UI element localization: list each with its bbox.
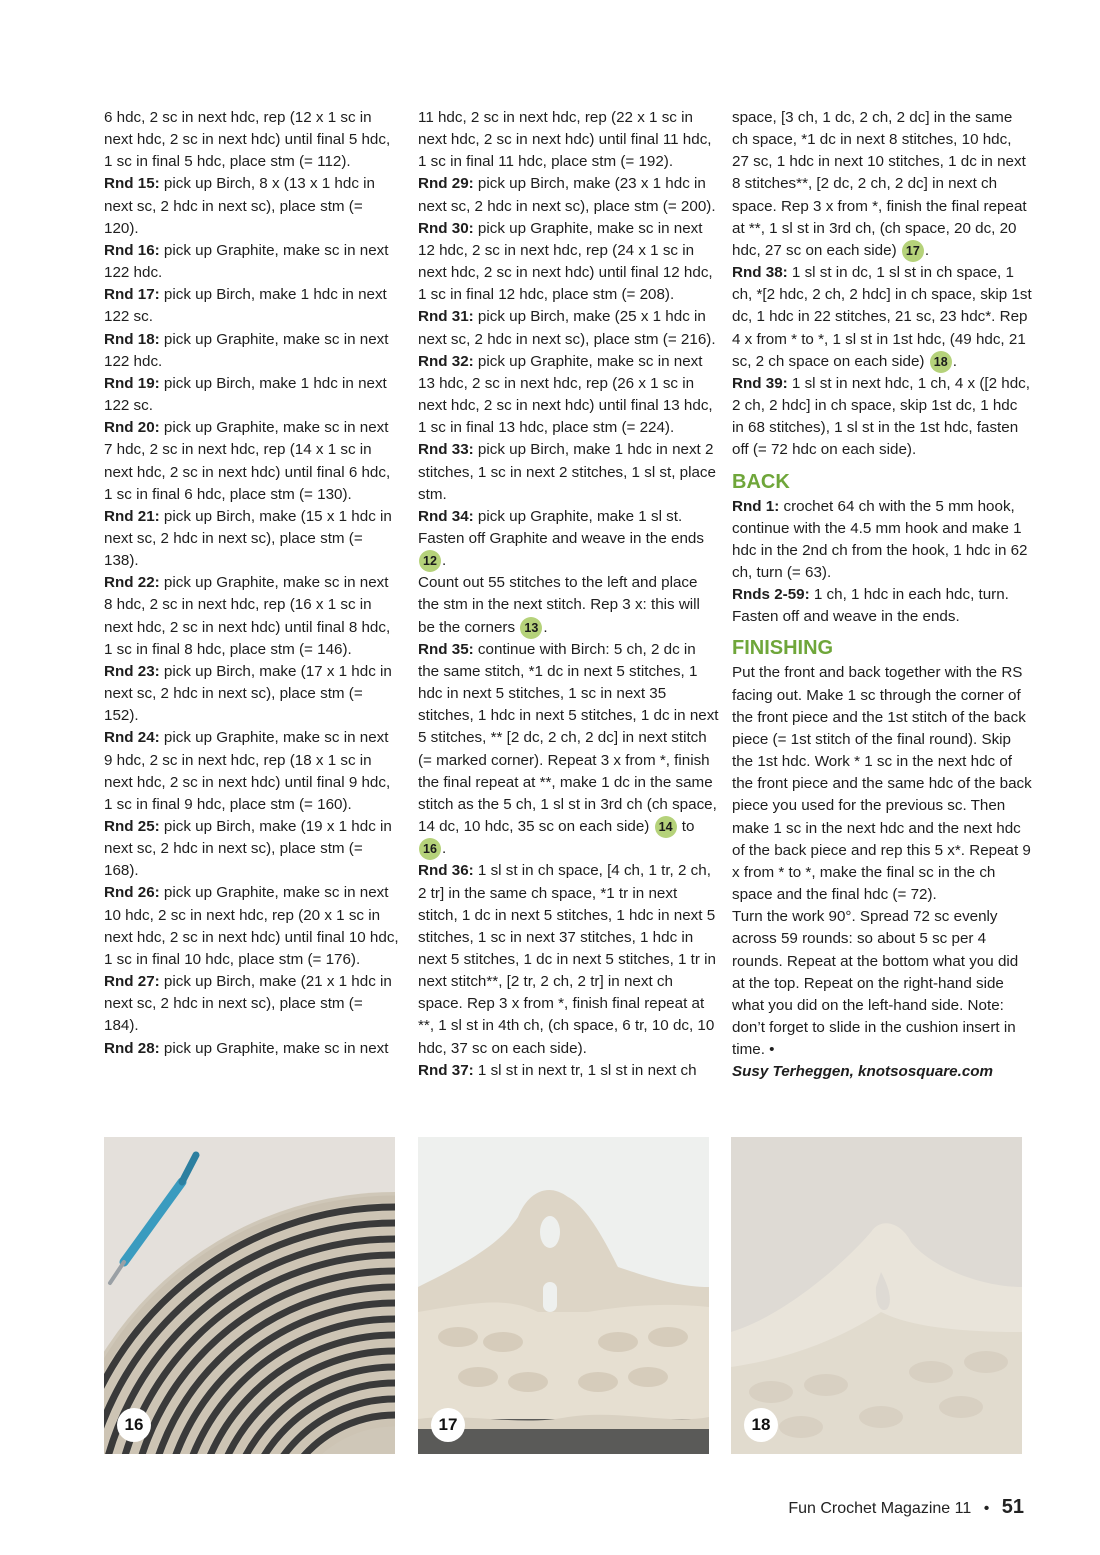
round-label: Rnds 2-59: <box>732 586 810 604</box>
round-label: Rnd 23: <box>104 662 160 680</box>
text-column-2 <box>418 107 720 1082</box>
photo-18-image <box>731 1137 1022 1454</box>
page-number: 51 <box>1001 1496 1024 1518</box>
round-paragraph <box>104 572 400 661</box>
step-badge-18: 18 <box>930 351 952 373</box>
round-paragraph <box>104 816 400 882</box>
round-label: Rnd 22: <box>104 574 160 592</box>
round-label: Rnd 15: <box>104 175 160 193</box>
round-label: Rnd 31: <box>418 308 474 326</box>
round-34: Rnd 34: pick up Graphite, make 1 sl st. Fasten off Graphite and weave in the ends 12 . <box>418 506 720 572</box>
round-paragraph <box>104 284 400 328</box>
round-label: Rnd 28: <box>104 1039 160 1057</box>
round-text: pick up Birch, make (19 x 1 hdc in next sc, 2 hdc in next sc), place stm (= 168). <box>104 818 392 880</box>
round-39: Rnd 39: 1 sl st in next hdc, 1 ch, 4 x ([2 hdc, 2 ch, 2 hdc] in ch space, skip 1st dc, 1 hdc in 68 stitches), 1 sl st in the 1st hdc, fasten off (= 72 hdc on each side). <box>732 374 1030 459</box>
round-text: pick up Birch, make (21 x 1 hdc in next sc, 2 hdc in next sc), place stm (= 184). <box>104 973 392 1035</box>
round-paragraph <box>104 329 400 373</box>
round-text: pick up Graphite, make sc in next 122 hdc. <box>104 330 389 370</box>
round-text: 6 hdc, 2 sc in next hdc, rep (12 x 1 sc in next hdc, 2 sc in next hdc) until final 5 hdc, 1 sc in final 5 hdc, place stm (= 112). <box>104 109 391 171</box>
round-paragraph <box>104 240 400 284</box>
round-text: pick up Birch, 8 x (13 x 1 hdc in next sc, 2 hdc in next sc), place stm (= 120). <box>104 175 375 237</box>
round-35: Rnd 35: continue with Birch: 5 ch, 2 dc in the same stitch, *1 dc in next 5 stitches, 1 hdc in next 5 stitches, 1 sc in next 35 stitches, 1 hdc in next 5 stitches, 1 dc in next 5 stitches, ** [2 dc, 2 ch, 2 dc] in next stitch (= marked corner). Repeat 3 x from *, finish the final repeat at **, make 1 dc in the same stitch as the 5 ch, 1 sl st in 3rd ch (ch space, 14 dc, 10 hdc, 35 sc on each side) 14 to 16 . <box>418 639 720 861</box>
footer-separator: • <box>983 1500 990 1517</box>
photo-17-image <box>418 1137 709 1454</box>
round-37: Rnd 37: 1 sl st in next tr, 1 sl st in next ch <box>418 1061 697 1079</box>
round-36: Rnd 36: 1 sl st in ch space, [4 ch, 1 tr, 2 ch, 2 tr] in the same ch space, *1 tr in next stitch, 1 dc in next 5 stitches, 1 hdc in next 5 stitches, 1 sc in next 37 stitches, 1 hdc in next 5 stitches, 1 dc in next 5 stitches, 1 tr in next stitch**, [2 tr, 2 ch, 2 tr] in next ch space. Rep 3 x from *, finish final repeat at **, 1 sl st in 4th ch, (ch space, 6 tr, 10 dc, 10 hdc, 37 sc on each side). <box>418 862 716 1057</box>
round-text: pick up Birch, make 1 hdc in next 122 sc. <box>104 374 387 415</box>
photo-18 <box>731 1137 1022 1454</box>
photo-16 <box>104 1137 395 1454</box>
round-label: Rnd 33: <box>418 441 474 459</box>
round-label: Rnd 20: <box>104 419 160 437</box>
round-label: Rnd 1: <box>732 497 780 515</box>
round-label: Rnd 34: <box>418 507 474 525</box>
round-label: Rnd 19: <box>104 374 160 392</box>
round-text: pick up Graphite, make sc in next 7 hdc, 2 sc in next hdc, rep (14 x 1 sc in next hdc, 2 sc in next hdc) until final 6 hdc, 1 sc in final 6 hdc, place stm (= 130). <box>104 419 391 503</box>
round-text: pick up Birch, make (17 x 1 hdc in next sc, 2 hdc in next sc), place stm (= 152). <box>104 662 392 725</box>
round-label: Rnd 36: <box>418 862 474 880</box>
round-label: Rnd 35: <box>418 640 474 658</box>
magazine-title: Fun Crochet Magazine 11 <box>788 1500 972 1517</box>
round-label: Rnd 37: <box>418 1061 474 1079</box>
round-text: pick up Graphite, make sc in next 122 hdc. <box>104 241 389 282</box>
round-text: pick up Graphite, make sc in next 10 hdc, 2 sc in next hdc, rep (20 x 1 sc in next hdc, 2 sc in next hdc) until final 10 hdc, 1 sc in final 10 hdc, place stm (= 176). <box>104 884 399 968</box>
round-label: Rnd 39: <box>732 374 788 392</box>
round-label: Rnd 32: <box>418 352 474 370</box>
round-label: Rnd 38: <box>732 264 788 282</box>
back-heading: BACK <box>732 470 790 493</box>
round-33: Rnd 33: pick up Birch, make 1 hdc in next 2 stitches, 1 sc in next 2 stitches, 1 sl st, place stm. <box>418 441 716 503</box>
photo-number-badge: 18 <box>744 1408 778 1442</box>
round-paragraph <box>104 727 400 816</box>
round-29: Rnd 29: pick up Birch, make (23 x 1 hdc in next sc, 2 hdc in next sc), place stm (= 200). <box>418 175 716 215</box>
round-label: Rnd 26: <box>104 884 160 902</box>
round-paragraph <box>104 417 400 506</box>
round-text: pick up Birch, make 1 hdc in next 122 sc. <box>104 286 387 326</box>
round-paragraph <box>104 373 400 417</box>
photo-number-badge: 16 <box>117 1408 151 1442</box>
round-label: Rnd 27: <box>104 973 160 991</box>
paragraph: 11 hdc, 2 sc in next hdc, rep (22 x 1 sc in next hdc, 2 sc in next hdc) until final 11 hdc, 1 sc in final 11 hdc, place stm (= 192). <box>418 109 712 171</box>
text-column-3 <box>732 107 1032 1083</box>
finishing-paragraph-2: Turn the work 90°. Spread 72 sc evenly across 59 rounds: so about 5 sc per 4 rounds. Repeat at the bottom what you did at the top. Repeat on the right-hand side what you did on the left-hand side. Note: don’t forget to slide in the cushion insert in time. • <box>732 908 1019 1059</box>
step-badge-17: 17 <box>902 240 924 262</box>
photo-16-image <box>104 1137 395 1454</box>
round-37-continued: space, [3 ch, 1 dc, 2 ch, 2 dc] in the same ch space, *1 dc in next 8 stitches, 10 hdc, 27 sc, 1 hdc in next 10 stitches, 1 dc in next 8 stitches**, [2 dc, 2 ch, 2 dc] in next ch space. Rep 3 x from *, finish the final repeat at **, 1 sl st in 3rd ch, (ch space, 20 dc, 20 hdc, 27 sc on each side) 17 . <box>732 107 1032 262</box>
round-paragraph <box>104 506 400 572</box>
step-badge-16: 16 <box>419 838 441 860</box>
round-label: Rnd 16: <box>104 241 160 259</box>
round-text: pick up Graphite, make sc in next 9 hdc, 2 sc in next hdc, rep (18 x 1 sc in next hdc, 2 sc in next hdc) until final 9 hdc, 1 sc in final 9 hdc, place stm (= 160). <box>104 729 391 813</box>
round-paragraph <box>104 1038 400 1060</box>
step-badge-13: 13 <box>520 617 542 639</box>
step-badge-12: 12 <box>419 550 441 572</box>
round-label: Rnd 21: <box>104 507 160 525</box>
author-signature: Susy Terheggen, knotsosquare.com <box>732 1063 994 1081</box>
round-label: Rnd 29: <box>418 175 474 193</box>
step-badge-14: 14 <box>655 816 677 838</box>
finishing-paragraph-1: Put the front and back together with the RS facing out. Make 1 sc through the corner of the front piece and the 1st stitch of the back piece (= 1st stitch of the final round). Skip the 1st hdc. Work * 1 sc in the next hdc of the front piece and the same hdc of the back piece you used for the previous sc. Then make 1 sc in the next hdc and the next hdc of the back piece and rep this 5 x*. Repeat 9 x from * to *, make the final sc in the ch space and the final hdc (= 72). <box>732 664 1032 904</box>
round-38: Rnd 38: 1 sl st in dc, 1 sl st in ch space, 1 ch, *[2 hdc, 2 ch, 2 hdc] in ch space, skip 1st dc, 1 hdc in 22 stitches, 21 sc, 23 hdc*. Rep 4 x from * to *, 1 sl st in 1st hdc, (49 hdc, 21 sc, 2 ch space on each side) 18 . <box>732 262 1032 373</box>
round-label: Rnd 30: <box>418 219 474 237</box>
back-rounds-2-59: Rnds 2-59: 1 ch, 1 hdc in each hdc, turn. Fasten off and weave in the ends. <box>732 586 1009 626</box>
round-label: Rnd 17: <box>104 286 160 304</box>
text-column-1 <box>104 107 400 1060</box>
round-label: Rnd 24: <box>104 729 160 747</box>
round-text: pick up Graphite, make sc in next <box>159 1039 389 1057</box>
round-label: Rnd 25: <box>104 818 160 835</box>
round-paragraph <box>104 882 400 971</box>
round-label: Rnd 18: <box>104 330 160 348</box>
photo-17 <box>418 1137 709 1454</box>
round-paragraph <box>104 971 400 1037</box>
round-paragraph <box>104 661 400 727</box>
round-30: Rnd 30: pick up Graphite, make sc in next 12 hdc, 2 sc in next hdc, rep (24 x 1 sc in next hdc, 2 sc in next hdc) until final 12 hdc, 1 sc in final 12 hdc, place stm (= 208). <box>418 219 713 304</box>
back-round-1: Rnd 1: crochet 64 ch with the 5 mm hook, continue with the 4.5 mm hook and make 1 hdc in the 2nd ch from the hook, 1 hdc in 62 ch, turn (= 63). <box>732 497 1028 581</box>
photo-number-badge: 17 <box>431 1408 465 1442</box>
round-text: pick up Graphite, make sc in next 8 hdc, 2 sc in next hdc, rep (16 x 1 sc in next hdc, 2 sc in next hdc) until final 8 hdc, 1 sc in final 8 hdc, place stm (= 146). <box>104 574 391 658</box>
round-31: Rnd 31: pick up Birch, make (25 x 1 hdc in next sc, 2 hdc in next sc), place stm (= 216). <box>418 308 716 348</box>
round-paragraph <box>104 173 400 239</box>
finishing-heading: FINISHING <box>732 637 834 660</box>
count-instructions: Count out 55 stitches to the left and place the stm in the next stitch. Rep 3 x: this will be the corners 13 . <box>418 572 720 638</box>
round-32: Rnd 32: pick up Graphite, make sc in next 13 hdc, 2 sc in next hdc, rep (26 x 1 sc in next hdc, 2 sc in next hdc) until final 13 hdc, 1 sc in final 13 hdc, place stm (= 224). <box>418 352 713 437</box>
round-text: pick up Birch, make (15 x 1 hdc in next sc, 2 hdc in next sc), place stm (= 138). <box>104 507 392 570</box>
round-paragraph <box>104 107 400 173</box>
page-footer <box>600 1496 1024 1519</box>
